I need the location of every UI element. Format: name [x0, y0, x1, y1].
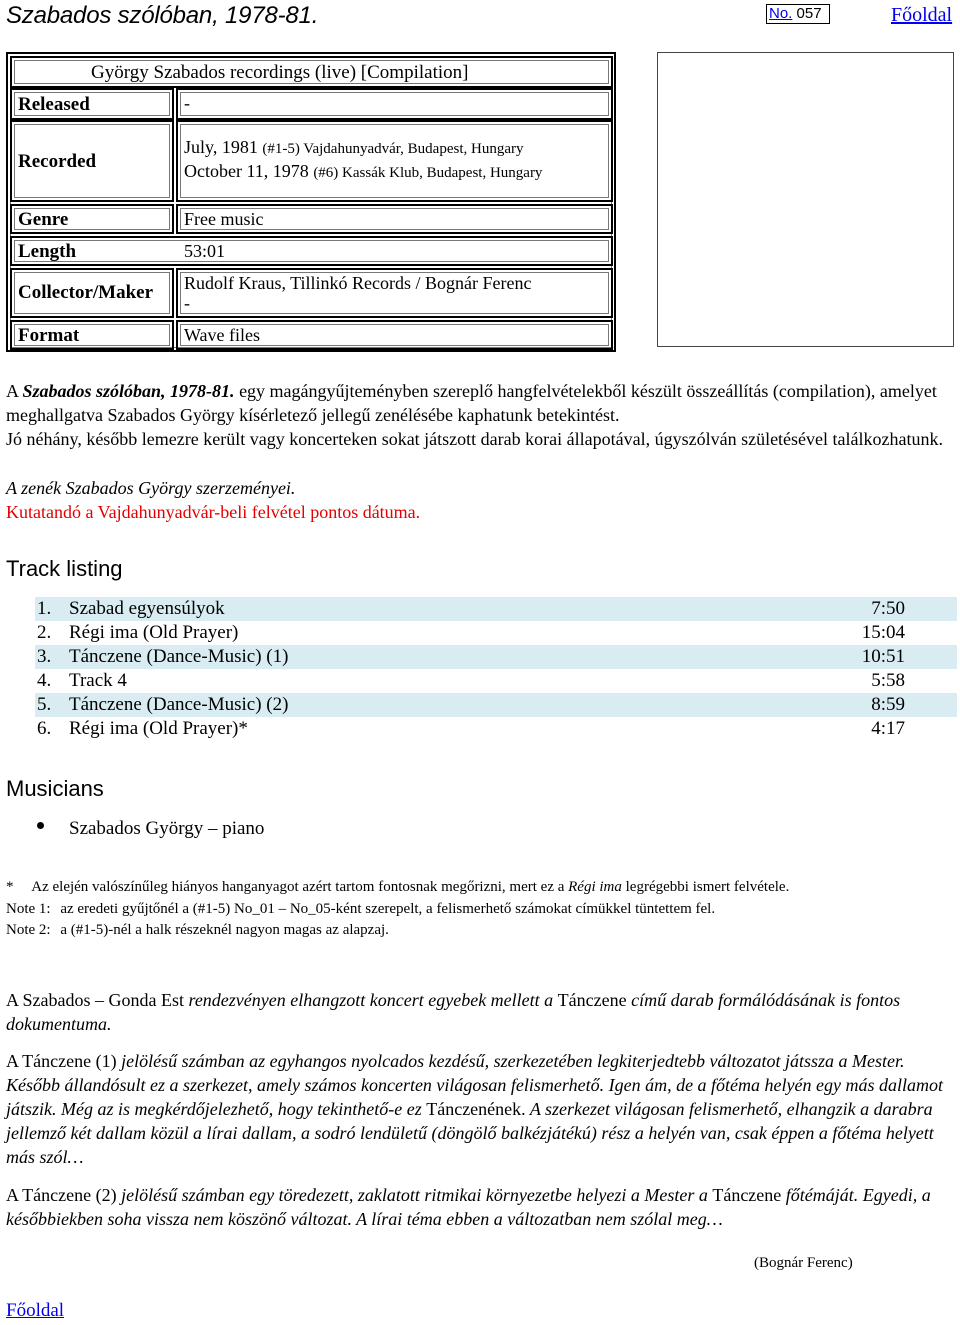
format-value-cell	[176, 320, 613, 350]
musician-item: Szabados György – piano	[69, 818, 265, 839]
commentary-3-c: Tánczene	[712, 1185, 782, 1205]
album-cover-placeholder	[657, 52, 954, 347]
note-2-label: Note 2:	[6, 922, 51, 938]
collector-label-cell	[10, 268, 174, 318]
track-length: 7:50	[871, 598, 905, 619]
format-label: Format	[18, 325, 80, 346]
track-number: 2.	[37, 622, 52, 643]
footnote-star	[6, 879, 789, 896]
track-list	[35, 597, 957, 741]
released-label: Released	[18, 94, 90, 115]
genre-label: Genre	[18, 209, 69, 230]
track-name: Tánczene (Dance-Music) (2)	[69, 694, 289, 715]
format-label-cell	[10, 320, 174, 350]
recorded-line-1	[184, 137, 523, 158]
recorded-label-cell	[10, 120, 174, 202]
intro-title: Szabados szólóban, 1978-81.	[22, 381, 235, 401]
track-row	[35, 669, 957, 693]
intro-a: A	[6, 381, 19, 401]
commentary-3-a: A Tánczene (2)	[6, 1185, 117, 1205]
footnote-star-text-a: Az elején valószínűleg hiányos hanganyagot azért tartom fontosnak megőrizni, mert ez a	[31, 879, 569, 895]
footnote-star-text-b: Régi ima	[568, 879, 622, 895]
track-name: Tánczene (Dance-Music) (1)	[69, 646, 289, 667]
recorded-value-cell	[176, 120, 613, 202]
track-row	[35, 693, 957, 717]
commentary-1-b: rendezvényen elhangzott koncert egyebek mellett a	[183, 990, 558, 1010]
home-link-top[interactable]: Főoldal	[891, 4, 953, 26]
track-name: Régi ima (Old Prayer)*	[69, 718, 248, 739]
recorded-date-2: October 11, 1978	[184, 161, 309, 181]
commentary-paragraph-3	[6, 1183, 954, 1231]
track-length: 4:17	[871, 718, 905, 739]
track-row	[35, 621, 957, 645]
recorded-place-2: (#6) Kassák Klub, Budapest, Hungary	[313, 165, 543, 181]
track-number: 1.	[37, 598, 52, 619]
genre-value-cell	[176, 204, 613, 234]
track-name: Szabad egyensúlyok	[69, 598, 225, 619]
note-1-label: Note 1:	[6, 901, 51, 917]
commentary-3-b: jelölésű számban egy töredezett, zaklatott ritmikai környezetbe helyezi a Mester a	[116, 1185, 713, 1205]
commentary-paragraph-2	[6, 1049, 954, 1169]
collector-value-cell	[176, 268, 613, 318]
note-1	[6, 901, 715, 918]
note-2	[6, 922, 389, 939]
album-row	[10, 56, 613, 88]
track-name: Track 4	[69, 670, 127, 691]
length-row	[10, 236, 613, 266]
genre-value: Free music	[184, 209, 264, 229]
recorded-line-2	[184, 161, 542, 182]
commentary-3-d: főtémáját. Egyedi, a későbbiekben soha vissza nem köszönő változat. A lírai téma ebben a változatban nem szólal meg…	[6, 1185, 931, 1229]
commentary-paragraph-1	[6, 988, 954, 1036]
collector-label: Collector/Maker	[18, 282, 154, 303]
recorded-place-1: (#1-5) Vajdahunyadvár, Budapest, Hungary	[262, 141, 524, 157]
collector-value-dash: -	[184, 293, 190, 313]
musicians-heading: Musicians	[6, 776, 104, 801]
recorded-label: Recorded	[18, 151, 97, 172]
commentary-1-c: Tánczene	[557, 990, 627, 1010]
track-row	[35, 717, 957, 741]
intro-paragraph-1	[6, 379, 954, 427]
track-length: 8:59	[871, 694, 905, 715]
track-number: 3.	[37, 646, 52, 667]
track-number: 4.	[37, 670, 52, 691]
commentary-2-a: A Tánczene (1)	[6, 1051, 117, 1071]
length-value: 53:01	[184, 241, 226, 261]
commentary-2-c: Tánczenének.	[426, 1099, 526, 1119]
record-number-no-link[interactable]: No.	[769, 5, 793, 22]
track-row	[35, 597, 957, 621]
format-value: Wave files	[184, 325, 261, 345]
page-title: Szabados szólóban, 1978-81.	[6, 2, 319, 29]
intro-text: egy magángyűjteményben szereplő hangfelvételekből készült összeállítás (compilation), amelyet meghallgatva Szabados György kísérletező jellegű zenélésébe kaphatunk betekintést.	[6, 381, 937, 425]
track-row	[35, 645, 957, 669]
intro-paragraph-3: A zenék Szabados György szerzeményei.	[6, 478, 296, 498]
collector-value: Rudolf Kraus, Tillinkó Records / Bognár Ferenc	[184, 273, 532, 293]
track-number: 6.	[37, 718, 52, 739]
track-listing-heading: Track listing	[6, 556, 123, 581]
footnote-star-mark: *	[6, 879, 14, 895]
intro-paragraph-2: Jó néhány, később lemezre került vagy koncerteken sokat játszott darab korai állapotával, úgyszólván születésével találkozhatunk.	[6, 429, 943, 449]
signature: (Bognár Ferenc)	[754, 1255, 853, 1271]
released-value: -	[184, 93, 190, 113]
track-number: 5.	[37, 694, 52, 715]
record-number-value: 057	[796, 5, 822, 22]
intro-paragraph-4: Kutatandó a Vajdahunyadvár-beli felvétel pontos dátuma.	[6, 502, 421, 522]
released-label-cell	[10, 88, 174, 120]
home-link-bottom[interactable]: Főoldal	[6, 1300, 65, 1321]
commentary-1-d: című darab formálódásának is fontos dokumentuma.	[6, 990, 901, 1034]
length-label: Length	[18, 241, 77, 262]
note-1-text: az eredeti gyűjtőnél a (#1-5) No_01 – No_05-ként szerepelt, a felismerhető számokat címükkel tüntettem fel.	[60, 901, 716, 917]
record-number-box[interactable]	[766, 4, 830, 24]
released-value-cell	[176, 88, 613, 120]
recorded-date-1: July, 1981	[184, 137, 258, 157]
album-title: György Szabados recordings (live) [Compilation]	[91, 62, 469, 83]
commentary-2-b: jelölésű számban az egyhangos nyolcados kezdésű, szerkezetében legkiterjedtebb változatot játssza a Mester. Később állandósult ez a szerkezet, amely számos koncerten világosan felismerhető. Igen ám, de a főtéma helyén egy más dallamot játszik. Még az is megkérdőjelezhető, hogy tekinthető-e ez	[6, 1051, 944, 1119]
track-name: Régi ima (Old Prayer)	[69, 622, 239, 643]
track-length: 5:58	[871, 670, 905, 691]
commentary-1-a: A Szabados – Gonda Est	[6, 990, 184, 1010]
commentary-2-d: A szerkezet világosan felismerhető, elhangzik a darabra jellemző két dallam közül a lírai dallam, a sodró lendületű (döngölő balkézjátékú) rész a helyén van, csak éppen a főtéma helyett más szól…	[6, 1099, 934, 1167]
track-length: 10:51	[861, 646, 905, 667]
bullet-icon	[37, 822, 44, 829]
footnote-star-text-c: legrégebbi ismert felvétele.	[621, 879, 790, 895]
note-2-text: a (#1-5)-nél a halk részeknél nagyon magas az alapzaj.	[60, 922, 389, 938]
track-length: 15:04	[861, 622, 905, 643]
genre-label-cell	[10, 204, 174, 234]
